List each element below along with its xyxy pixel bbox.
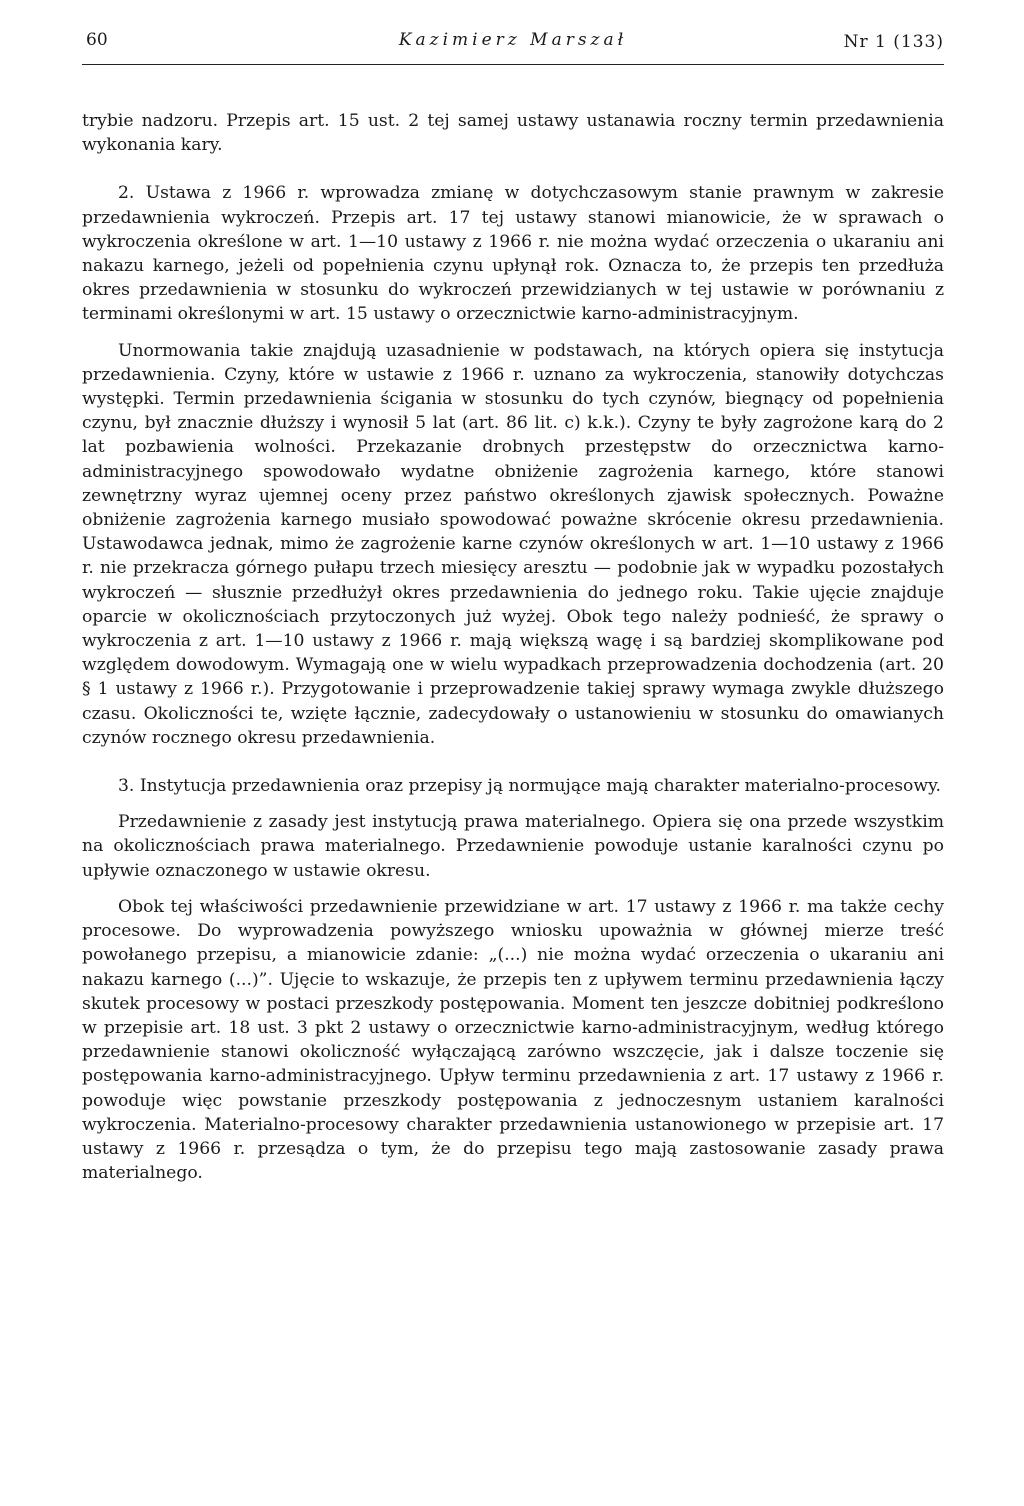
paragraph-1: trybie nadzoru. Przepis art. 15 ust. 2 tej samej ustawy ustanawia roczny termin przedawnienia wykonania kary. (82, 111, 944, 156)
page (82, 24, 944, 1185)
body-text (82, 109, 944, 1185)
paragraph-5: Przedawnienie z zasady jest instytucją prawa materialnego. Opiera się ona przede wszystkim na okolicznościach prawa materialnego. Przedawnienie powoduje ustanie karalności czynu po upływie oznaczonego w ustawie okresu. (82, 812, 944, 881)
paragraph-3: Unormowania takie znajdują uzasadnienie w podstawach, na których opiera się instytucja przedawnienia. Czyny, które w ustawie z 1966 r. uznano za wykroczenia, stanowiły dotychczas występki. Termin przedawnienia ścigania w stosunku do tych czynów, biegnący od popełnienia czynu, był znacznie dłuższy i wynosił 5 lat (art. 86 lit. c) k.k.). Czyny te były zagrożone karą do 2 lat pozbawienia wolności. Przekazanie drobnych przestępstw do orzecznictwa karno-administracyjnego spowodowało wydatne obniżenie zagrożenia karnego, które stanowi zewnętrzny wyraz ujemnej oceny przez państwo określonych zjawisk społecznych. Poważne obniżenie zagrożenia karnego musiało spowodować poważne skrócenie okresu przedawnienia. Ustawodawca jednak, mimo że zagrożenie karne czynów określonych w art. 1—10 ustawy z 1966 r. nie przekracza górnego pułapu trzech miesięcy aresztu — podobnie jak w wypadku pozostałych wykroczeń — słusznie przedłużył okres przedawnienia do jednego roku. Takie ujęcie znajduje oparcie w okolicznościach przytoczonych już wyżej. Obok tego należy podnieść, że sprawy o wykroczenia z art. 1—10 ustawy z 1966 r. mają większą wagę i są bardziej skomplikowane pod względem dowodowym. Wymagają one w wielu wypadkach przeprowadzenia dochodzenia (art. 20 § 1 ustawy z 1966 r.). Przygotowanie i przeprowadzenie takiej sprawy wymaga zwykle dłuższego czasu. Okoliczności te, wzięte łącznie, zadecydowały o ustanowieniu w stosunku do omawianych czynów rocznego okresu przedawnienia. (82, 340, 944, 748)
paragraph-6: Obok tej właściwości przedawnienie przewidziane w art. 17 ustawy z 1966 r. ma także cechy procesowe. Do wyprowadzenia powyższego wniosku upoważnia w głównej mierze treść powołanego przepisu, a mianowicie zdanie: „(...) nie można wydać orzeczenia o ukaraniu ani nakazu karnego (...)”. Ujęcie to wskazuje, że przepis ten z upływem terminu przedawnienia łączy skutek procesowy w postaci przeszkody postępowania. Moment ten jeszcze dobitniej podkreślono w przepisie art. 18 ust. 3 pkt 2 ustawy o orzecznictwie karno-administracyjnym, według którego przedawnienie stanowi okoliczność wyłączającą zarówno wszczęcie, jak i dalsze toczenie się postępowania karno-administracyjnego. Upływ terminu przedawnienia z art. 17 ustawy z 1966 r. powoduje więc powstanie przeszkody postępowania z jednoczesnym ustaniem karalności wykroczenia. Materialno-procesowy charakter przedawnienia ustanowionego w przepisie art. 17 ustawy z 1966 r. przesądza o tym, że do przepisu tego mają zastosowanie zasady prawa materialnego. (82, 896, 944, 1184)
paragraph-4: 3. Instytucja przedawnienia oraz przepisy ją normujące mają charakter materialno-procesowy. (118, 776, 941, 797)
paragraph-2: 2. Ustawa z 1966 r. wprowadza zmianę w dotychczasowym stanie prawnym w zakresie przedawnienia wykroczeń. Przepis art. 17 tej ustawy stanowi mianowicie, że w sprawach o wykroczenia określone w art. 1—10 ustawy z 1966 r. nie można wydać orzeczenia o ukaraniu ani nakazu karnego, jeżeli od popełnienia czynu upłynął rok. Oznacza to, że przepis ten przedłuża okres przedawnienia w stosunku do wykroczeń przewidzianych w tej ustawie w porównaniu z terminami określonymi w art. 15 ustawy o orzecznictwie karno-administracyjnym. (82, 183, 944, 325)
issue-number: Nr 1 (133) (843, 32, 944, 52)
running-head-author: Kazimierz Marszał (398, 30, 628, 50)
page-number: 60 (86, 30, 108, 50)
running-header (82, 24, 944, 65)
